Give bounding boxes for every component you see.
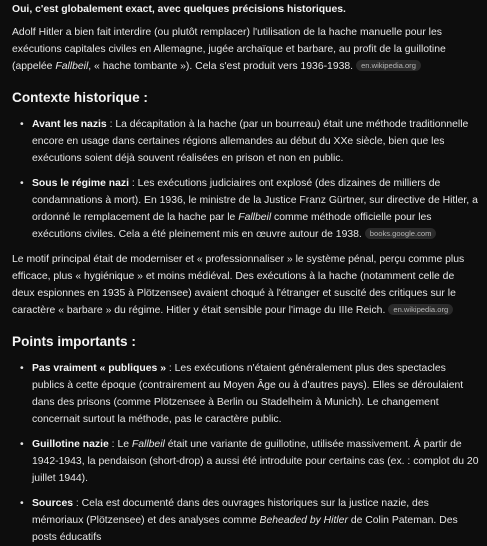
item-emphasis: Fallbeil [238,212,272,223]
item-title: Guillotine nazie [32,439,109,450]
item-title: Avant les nazis [32,119,107,130]
item-title: Pas vraiment « publiques » [32,363,166,374]
list-item [32,360,479,428]
context-list [12,116,479,243]
source-chip[interactable]: en.wikipedia.org [356,60,421,71]
item-text: : Le [108,439,132,450]
intro-emphasis: Fallbeil [55,61,89,72]
section-heading-context: Contexte historique : [12,90,148,105]
item-text: : Cela est documenté dans des ouvrages historiques sur la justice nazie, des mémoriaux (Plötzensee) et des analyses comme [32,498,429,526]
intro-text: Adolf Hitler a bien fait interdire (ou plutôt remplacer) l'utilisation de la hache manuelle pour les exécutions capitales civiles en Allemagne, jugée archaïque et barbare, au profit de la guillotine (appelée [12,27,446,72]
context-text: Le motif principal était de moderniser et « professionnaliser » le système pénal, perçu comme plus efficace, plus « hygiénique » et moins médiéval. Des exécutions à la hache (notamment celle de deux espionnes en 1935 à Plötzensee) avaient choqué à l'étranger et suscité des critiques sur le caractère « barbare » du régime. Hitler y était sensible pour l'image du IIIe Reich. [12,254,465,316]
source-chip[interactable]: en.wikipedia.org [388,304,453,315]
item-emphasis: Beheaded by Hitler [259,515,348,526]
list-item [32,436,479,487]
item-text-after: de Colin Pateman. Des posts éducatifs [32,515,458,543]
context-paragraph [12,251,479,319]
intro-paragraph [12,24,479,75]
points-list [12,360,479,546]
item-emphasis: Fallbeil [131,439,165,450]
item-text-after: était une variante de guillotine, utilisée massivement. À partir de 1942-1943, la pendaison (short-drop) a aussi été introduite pour certains cas (ex. : complot du 20 juillet 1944). [32,439,479,484]
item-text: : Les exécutions n'étaient généralement plus des spectacles publics à cette époque (contrairement au Moyen Âge ou à d'autres pays). Elles se déroulaient dans des prisons (comme Plötzensee à Berlin ou Stadelheim à Munich). Le changement concernait surtout la méthode, pas le caractère public. [32,363,464,425]
list-item [32,495,479,546]
item-text-after: comme méthode officielle pour les exécutions civiles. Cela a été pleinement mis en œuvre autour de 1938. [32,212,432,240]
item-title: Sources [32,498,74,509]
list-item [32,175,479,243]
source-chip[interactable]: books.google.com [365,228,437,239]
intro-lead: Oui, c'est globalement exact, avec quelques précisions historiques. [12,4,346,15]
section-heading-points: Points importants : [12,334,136,349]
list-item [32,116,479,167]
item-title: Sous le régime nazi [32,178,130,189]
intro-text-after: , « hache tombante »). Cela s'est produit vers 1936-1938. [88,61,354,72]
item-text: : La décapitation à la hache (par un bourreau) était une méthode traditionnelle encore en usage dans certaines régions allemandes au début du XXe siècle, bien que les exécutions soient déjà souvent réalisées en prison et non en public. [32,119,469,164]
item-text: : Les exécutions judiciaires ont explosé (des dizaines de milliers de condamnations à mort). En 1936, le ministre de la Justice Franz Gürtner, sur directive de Hitler, a ordonné le remplacement de la hache par le [32,178,478,223]
